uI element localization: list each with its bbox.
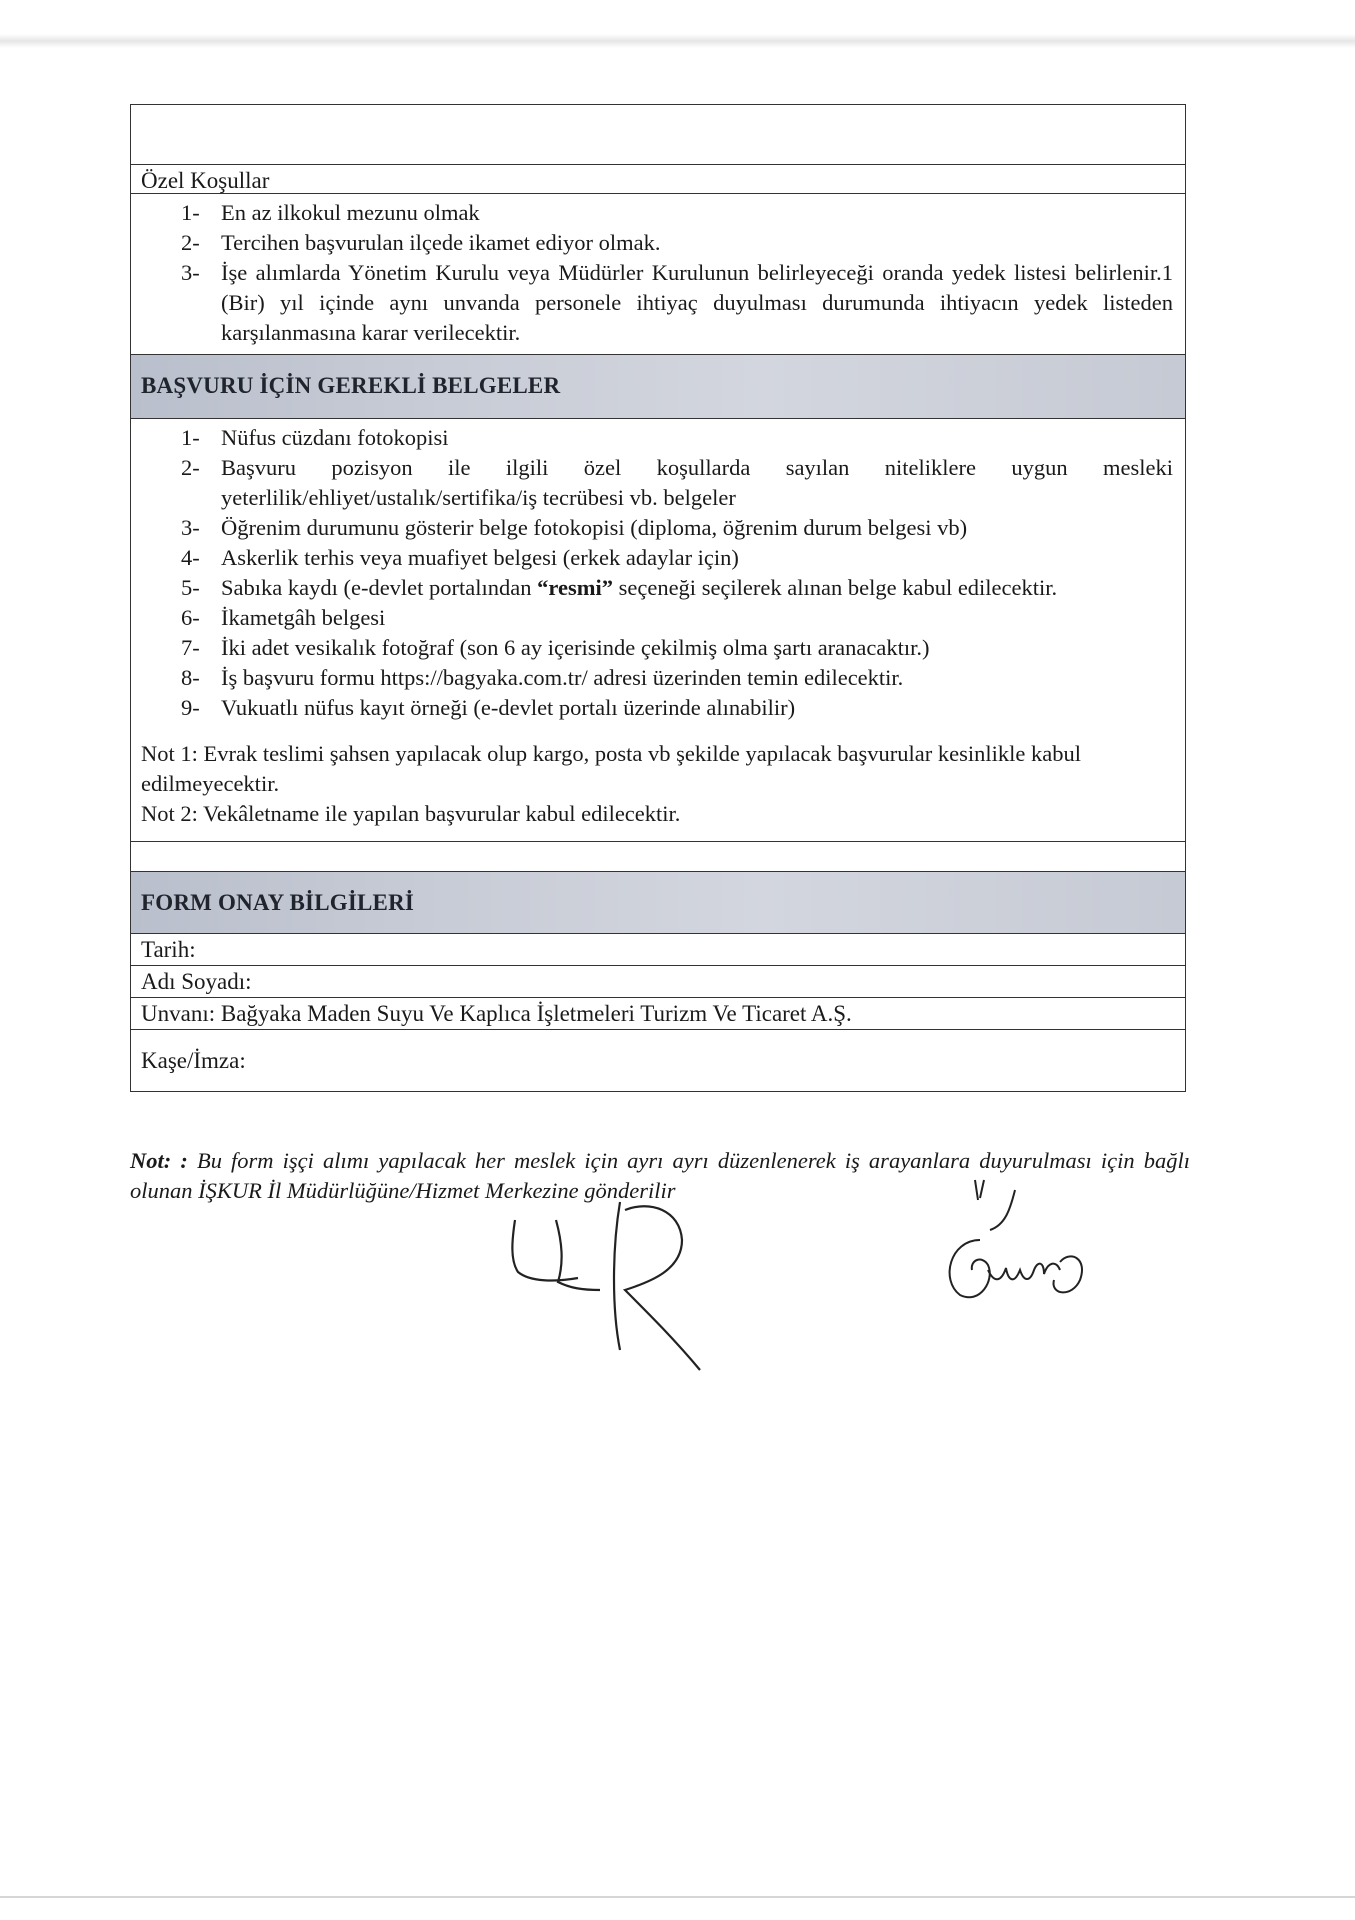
item-number: 3-: [181, 260, 200, 285]
list-item: [181, 228, 1173, 258]
item-text: Tercihen başvurulan ilçede ikamet ediyor olmak.: [221, 230, 661, 255]
item-text-after: seçeneği seçilerek alınan belge kabul edilecektir.: [612, 575, 1058, 600]
item-text: İkametgâh belgesi: [221, 605, 386, 630]
list-item: [181, 513, 1173, 543]
special-conditions-list: [131, 194, 1185, 354]
item-text: En az ilkokul mezunu olmak: [221, 200, 480, 225]
item-text-bold: “resmi”: [537, 575, 613, 600]
item-text: İş başvuru formu https://bagyaka.com.tr/ adresi üzerinden temin edilecektir.: [221, 665, 904, 690]
list-item: [181, 198, 1173, 228]
required-documents-section: [131, 419, 1185, 842]
empty-header-row: [131, 105, 1185, 165]
note-1: Not 1: Evrak teslimi şahsen yapılacak olup kargo, posta vb şekilde yapılacak başvurular kesinlikle kabul edilmeyecektir.: [141, 741, 1081, 796]
item-number: 7-: [181, 635, 200, 660]
scan-artifact-top: [0, 34, 1355, 48]
name-field: Adı Soyadı:: [131, 966, 1185, 998]
application-form-table: [130, 104, 1186, 1092]
stamp-signature-field: Kaşe/İmza:: [131, 1030, 1185, 1092]
list-item: [181, 573, 1173, 603]
item-text: Başvuru pozisyon ile ilgili özel koşullarda sayılan niteliklere uygun mesleki yeterlilik/ehliyet/ustalık/sertifika/iş tecrübesi vb. belgeler: [221, 455, 1173, 510]
item-number: 6-: [181, 605, 200, 630]
list-item: [181, 543, 1173, 573]
handwritten-signature-right: [920, 1170, 1100, 1320]
item-number: 8-: [181, 665, 200, 690]
item-text: Nüfus cüzdanı fotokopisi: [221, 425, 449, 450]
list-item: [181, 633, 1173, 663]
footer-note-label: Not: :: [130, 1148, 188, 1173]
item-text: [221, 573, 1173, 603]
required-documents-heading: BAŞVURU İÇİN GEREKLİ BELGELER: [131, 355, 1185, 419]
footer-note-text: Bu form işçi alımı yapılacak her meslek için ayrı ayrı düzenlenerek iş arayanlara duyurulması için bağlı olunan İŞKUR İl Müdürlüğüne/Hizmet Merkezine gönderilir: [130, 1148, 1190, 1203]
list-item: [181, 423, 1173, 453]
item-text: Öğrenim durumunu gösterir belge fotokopisi (diploma, öğrenim durum belgesi vb): [221, 515, 968, 540]
item-number: 5-: [181, 575, 200, 600]
list-item: [181, 663, 1173, 693]
item-number: 2-: [181, 455, 200, 480]
item-number: 1-: [181, 200, 200, 225]
item-number: 2-: [181, 230, 200, 255]
special-conditions-section: [131, 194, 1185, 355]
handwritten-signature-left: [460, 1190, 760, 1390]
date-field: Tarih:: [131, 934, 1185, 966]
item-number: 3-: [181, 515, 200, 540]
item-number: 9-: [181, 695, 200, 720]
item-number: 4-: [181, 545, 200, 570]
note-2: Not 2: Vekâletname ile yapılan başvurular kabul edilecektir.: [141, 801, 681, 826]
list-item: [181, 258, 1173, 348]
empty-spacer-row: [131, 842, 1185, 872]
documents-notes: [131, 729, 1185, 841]
item-text: İki adet vesikalık fotoğraf (son 6 ay içerisinde çekilmiş olma şartı aranacaktır.): [221, 635, 930, 660]
item-text: Vukuatlı nüfus kayıt örneği (e-devlet portalı üzerinde alınabilir): [221, 695, 796, 720]
item-text: İşe alımlarda Yönetim Kurulu veya Müdürler Kurulunun belirleyeceği oranda yedek listesi belirlenir.1 (Bir) yıl içinde aynı unvanda personele ihtiyaç duyulması durumunda ihtiyacın yedek listeden karşılanmasına karar verilecektir.: [221, 260, 1173, 345]
special-conditions-heading: Özel Koşullar: [131, 165, 1185, 194]
form-approval-heading: FORM ONAY BİLGİLERİ: [131, 872, 1185, 934]
title-field: Unvanı: Bağyaka Maden Suyu Ve Kaplıca İşletmeleri Turizm Ve Ticaret A.Ş.: [131, 998, 1185, 1030]
item-text: Askerlik terhis veya muafiyet belgesi (erkek adaylar için): [221, 545, 739, 570]
item-number: 1-: [181, 425, 200, 450]
item-text-before: Sabıka kaydı (e-devlet portalından: [221, 575, 538, 600]
list-item: [181, 453, 1173, 513]
list-item: [181, 603, 1173, 633]
scan-artifact-bottom: [0, 1896, 1355, 1898]
required-documents-list: [131, 419, 1185, 729]
list-item: [181, 693, 1173, 723]
